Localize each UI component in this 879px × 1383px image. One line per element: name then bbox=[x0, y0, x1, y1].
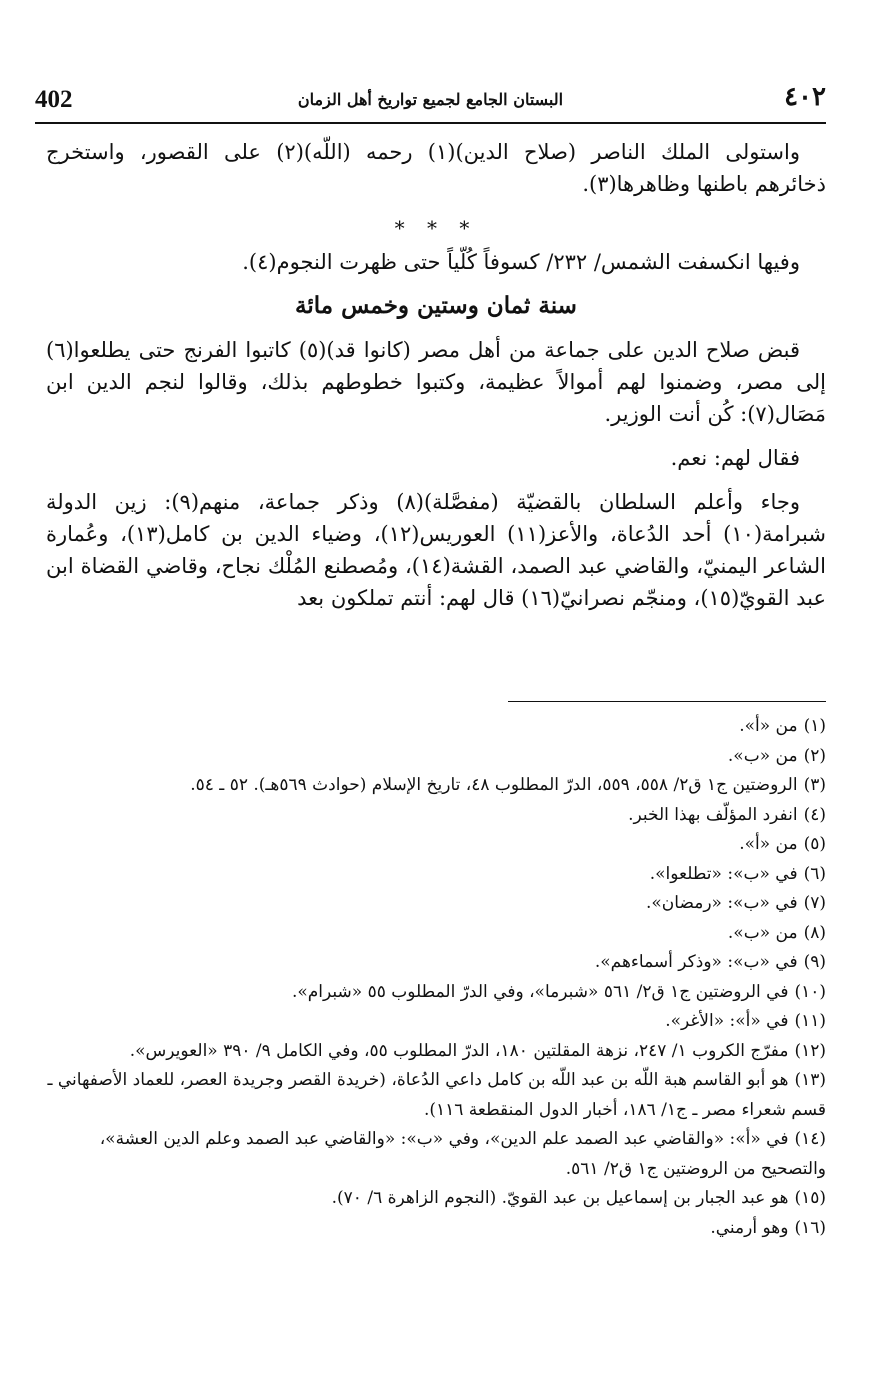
footnote bbox=[46, 1184, 826, 1214]
paragraph: وفيها انكسفت الشمس/ ٢٣٢/ كسوفاً كُلّياً حتى ظهرت النجوم(٤). bbox=[242, 250, 800, 274]
footnote-text: من «ب». bbox=[727, 922, 798, 943]
footnote-number: (١٦) bbox=[794, 1217, 826, 1238]
footnote bbox=[46, 1214, 826, 1244]
footnote bbox=[46, 948, 826, 978]
footnote bbox=[46, 771, 826, 801]
section-heading: سنة ثمان وستين وخمس مائة bbox=[295, 292, 577, 319]
footnote-text: من «أ». bbox=[739, 716, 798, 736]
footnote-divider bbox=[508, 701, 826, 702]
footnote-number: (٢) bbox=[803, 745, 826, 766]
footnote-text: مفرّج الكروب ١/ ٢٤٧، نزهة المقلتين ١٨٠، الدرّ المطلوب ٥٥، وفي الكامل ٩/ ٣٩٠ «العويرس». bbox=[129, 1040, 789, 1061]
footnote-number: (١١) bbox=[794, 1011, 826, 1031]
footnote-number: (٥) bbox=[803, 834, 826, 854]
footnote-number: (٩) bbox=[803, 952, 826, 972]
footnote-text: من «أ». bbox=[739, 834, 798, 854]
footnote bbox=[46, 1007, 826, 1037]
footnote-text: انفرد المؤلّف بهذا الخبر. bbox=[628, 804, 798, 825]
footnote-text: هو أبو القاسم هبة اللّه بن عبد اللّه بن كامل داعي الدُعاة، (خريدة القصر وجريدة العصر، للعماد الأصفهاني ـ قسم شعراء مصر ـ ج١/ ١٨٦، أخبار الدول المنقطعة ١١٦). bbox=[47, 1070, 826, 1120]
footnote-text: وهو أرمني. bbox=[710, 1217, 789, 1238]
footnote-number: (٤) bbox=[803, 804, 826, 825]
paragraph: فقال لهم: نعم. bbox=[670, 446, 800, 470]
footnote bbox=[46, 742, 826, 772]
page-header bbox=[35, 82, 826, 124]
footnote-text: من «ب». bbox=[727, 745, 798, 766]
footnote-text: في «أ»: «والقاضي عبد الصمد علم الدين»، وفي «ب»: «والقاضي عبد الصمد وعلم الدين العشة»، والتصحيح من الروضتين ج١ ق٢/ ٥٦١. bbox=[99, 1129, 826, 1179]
footnote bbox=[46, 830, 826, 860]
page-number-latin: 402 bbox=[35, 86, 73, 113]
footnote-text: الروضتين ج١ ق٢/ ٥٥٨، ٥٥٩، الدرّ المطلوب ٤٨، تاريخ الإسلام (حوادث ٥٦٩هـ). ٥٢ ـ ٥٤. bbox=[190, 775, 798, 795]
page-number-arabic: ٤٠٢ bbox=[784, 82, 826, 112]
running-title: البستان الجامع لجميع تواريخ أهل الزمان bbox=[297, 90, 564, 109]
paragraph: وجاء وأعلم السلطان بالقضيّة (مفصَّلة)(٨) وذكر جماعة، منهم(٩): زين الدولة شبرامة(١٠) أحد الدُعاة، والأعز(١١) العوريس(١٢)، وضياء الدين بن كامل(١٣)، وعُمارة الشاعر اليمنيّ، والقاضي عبد الصمد، القشة(١٤)، ومُصطنع المُلْك نجاح، وقاضي القضاة ابن عبد القويّ(١٥)، ومنجّم نصرانيّ(١٦) قال لهم: أنتم تملكون بعد bbox=[46, 490, 826, 610]
footnote-number: (٨) bbox=[803, 922, 826, 943]
footnote-text: في «أ»: «الأغر». bbox=[665, 1011, 789, 1031]
footnote-number: (١٣) bbox=[794, 1070, 826, 1090]
footnote bbox=[46, 860, 826, 890]
footnote-number: (١) bbox=[803, 716, 826, 736]
footnote-number: (٦) bbox=[803, 863, 826, 884]
footnote-text: هو عبد الجبار بن إسماعيل بن عبد القويّ. (النجوم الزاهرة ٦/ ٧٠). bbox=[331, 1188, 789, 1208]
footnote bbox=[46, 712, 826, 742]
footnote bbox=[46, 889, 826, 919]
footnote-number: (٣) bbox=[803, 775, 826, 795]
footnote bbox=[46, 1066, 826, 1125]
main-text bbox=[46, 136, 826, 626]
footnote bbox=[46, 1125, 826, 1184]
footnote-number: (١٥) bbox=[794, 1188, 826, 1208]
footnote-text: في «ب»: «وذكر أسماءهم». bbox=[594, 952, 798, 972]
footnotes bbox=[46, 712, 826, 1243]
paragraph: واستولى الملك الناصر (صلاح الدين)(١) رحمه (اللّه)(٢) على القصور، واستخرج ذخائرهم باطنها وظاهرها(٣). bbox=[46, 140, 826, 196]
footnote-number: (١٢) bbox=[794, 1040, 826, 1061]
footnote-number: (١٤) bbox=[794, 1129, 826, 1149]
footnote-text: في «ب»: «رمضان». bbox=[646, 893, 798, 913]
footnote-number: (١٠) bbox=[794, 981, 826, 1002]
footnote-number: (٧) bbox=[803, 893, 826, 913]
paragraph: قبض صلاح الدين على جماعة من أهل مصر (كانوا قد)(٥) كاتبوا الفرنج حتى يطلعوا(٦) إلى مصر، وضمنوا لهم أموالاً عظيمة، وكتبوا خطوطهم بذلك، وقالوا لنجم الدين ابن مَصَال(٧): كُن أنت الوزير. bbox=[46, 338, 826, 426]
footnote bbox=[46, 1037, 826, 1067]
footnote bbox=[46, 801, 826, 831]
footnote-text: في «ب»: «تطلعوا». bbox=[649, 863, 798, 884]
footnote-text: في الروضتين ج١ ق٢/ ٥٦١ «شبرما»، وفي الدرّ المطلوب ٥٥ «شبرام». bbox=[291, 981, 789, 1002]
footnote bbox=[46, 919, 826, 949]
footnote bbox=[46, 978, 826, 1008]
section-separator: * * * bbox=[394, 216, 478, 240]
